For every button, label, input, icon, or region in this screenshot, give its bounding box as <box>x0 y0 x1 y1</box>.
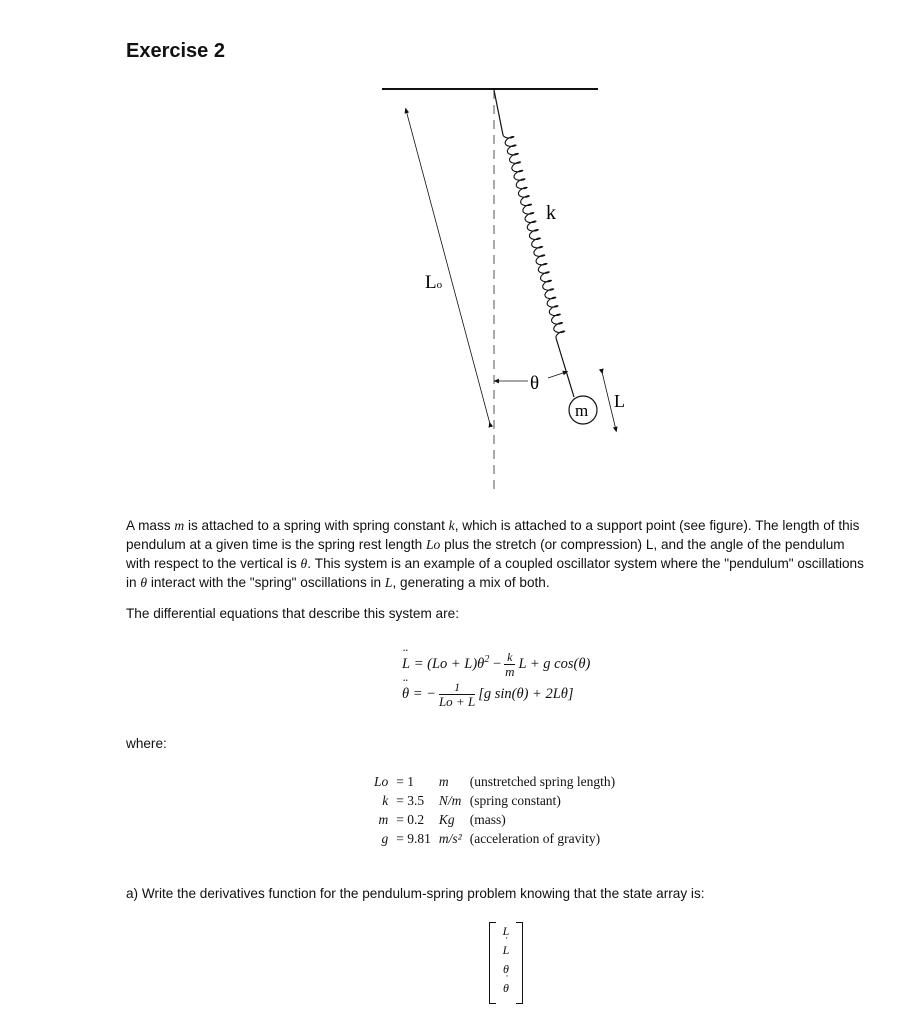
param-row: Lo = 1 m (unstretched spring length) <box>374 774 616 789</box>
state-array-matrix <box>489 922 523 1004</box>
theta-arrow-right <box>548 372 566 378</box>
stretch-label: L <box>614 391 625 411</box>
param-row: m = 0.2 Kg (mass) <box>378 812 506 827</box>
question-a: a) Write the derivatives function for the pendulum-spring problem knowing that the state array is: <box>126 886 705 901</box>
mass-label: m <box>575 401 589 420</box>
spring-coil <box>503 135 565 338</box>
rod-bottom <box>556 338 574 397</box>
intro-paragraph: A mass m is attached to a spring with spring constant k, which is attached to a support point (see figure). The length of this pendulum at a given time is the spring rest length Lo plus the stretch (or compression) L, and the angle of the pendulum with respect to the vertical is θ. This system is an example of a coupled oscillator system where the "pendulum" oscillations in θ interact with the "spring" oscillations in L, generating a mix of both. <box>126 518 864 590</box>
equation-theta-ddot: θ ¨ = − $\frac{1}{Lo + L}$ [g sin(θ) + 2Lθ] <box>402 680 574 709</box>
spring-constant-label: k <box>546 202 556 224</box>
state-theta: θ <box>503 962 509 976</box>
param-row: g = 9.81 m/s² (acceleration of gravity) <box>381 831 601 846</box>
theta-label: θ <box>530 373 540 394</box>
equation-L-ddot: L ¨ = $(Lo + L)\theta^2$ − $\frac{k}{m}$ L + g cos(θ) <box>402 650 590 679</box>
equations-intro: The differential equations that describe this system are: <box>126 606 459 621</box>
state-theta-dot: θ ˙ <box>490 979 522 998</box>
state-L-dot: L ˙ <box>490 941 522 960</box>
exercise-title: Exercise 2 <box>126 40 225 62</box>
rest-length-label: Lo <box>425 272 443 293</box>
rest-length-arrow <box>406 110 490 424</box>
parameter-table <box>370 772 619 848</box>
state-L: L <box>502 924 510 938</box>
rod-top <box>494 90 503 135</box>
where-label: where: <box>126 736 167 751</box>
param-row: k = 3.5 N/m (spring constant) <box>382 793 561 808</box>
